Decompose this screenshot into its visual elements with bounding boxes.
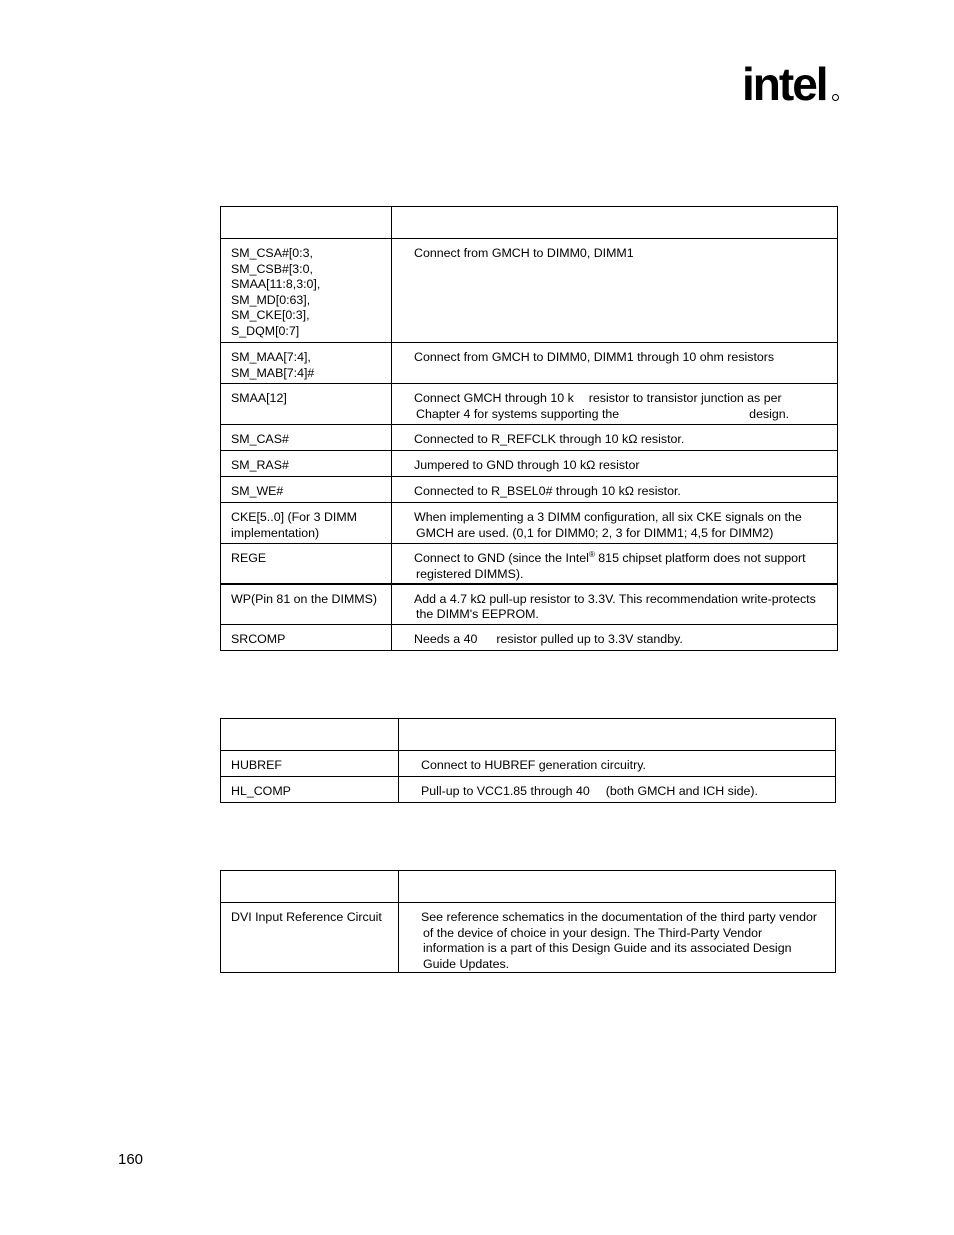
table-row (221, 425, 838, 451)
registered-mark: ® (588, 549, 595, 559)
header-cell (399, 871, 836, 903)
table-row (221, 503, 838, 544)
recommendation-text: resistor pulled up to 3.3V standby. (496, 632, 683, 646)
signal-name: S_DQM[0:7] (231, 323, 300, 338)
recommendation-text: resistor to transistor junction as per (588, 391, 782, 405)
memory-signal-table (220, 206, 838, 651)
signal-name: WP(Pin 81 on the DIMMS) (231, 591, 377, 606)
header-cell (221, 719, 399, 751)
recommendation-text: When implementing a 3 DIMM configuration, all six CKE signals on the (414, 510, 802, 524)
recommendation-text: 815 chipset platform does not support (594, 551, 806, 565)
registered-mark-icon (832, 94, 839, 101)
signal-name: SM_CAS# (231, 432, 289, 446)
table-row (221, 343, 838, 384)
table-row (221, 544, 838, 584)
signal-name: HL_COMP (231, 784, 291, 798)
recommendation-text: Jumpered to GND through 10 kΩ resistor (414, 458, 640, 472)
table-row (221, 384, 838, 425)
recommendation-text: Connect GMCH through 10 k (414, 391, 574, 405)
table-row (221, 477, 838, 503)
recommendation-text: Connect from GMCH to DIMM0, DIMM1 through 10 ohm resistors (414, 350, 775, 364)
recommendation-text: design. (749, 406, 790, 421)
recommendation-text: Needs a 40 (414, 632, 478, 646)
recommendation-text: GMCH are used. (0,1 for DIMM0; 2, 3 for DIMM1; 4,5 for DIMM2) (416, 525, 774, 540)
signal-name: SM_MD[0:63], (231, 292, 311, 307)
signal-name: SMAA[12] (231, 391, 287, 405)
page-number: 160 (118, 1151, 144, 1168)
table-row (221, 451, 838, 477)
dvi-reference-table (220, 870, 836, 973)
signal-name: SRCOMP (231, 632, 286, 646)
recommendation-text: Chapter 4 for systems supporting the (416, 406, 620, 421)
table-header-row (221, 719, 836, 751)
signal-name: implementation) (231, 525, 320, 540)
table-row (221, 777, 836, 803)
table-row (221, 751, 836, 777)
signal-name: SM_WE# (231, 484, 284, 498)
signal-name: SMAA[11:8,3:0], (231, 277, 321, 292)
recommendation-text: Pull-up to VCC1.85 through 40 (421, 784, 590, 798)
header-cell (221, 871, 399, 903)
signal-name: SM_MAB[7:4]# (231, 365, 315, 380)
recommendation-text: Add a 4.7 kΩ pull-up resistor to 3.3V. This recommendation write-protects (414, 591, 816, 606)
signal-name: SM_CSA#[0:3, (231, 246, 313, 260)
table-row (221, 903, 836, 973)
table-row (221, 584, 838, 625)
header-cell (221, 207, 392, 239)
signal-name: CKE[5..0] (For 3 DIMM (231, 510, 357, 524)
signal-name: SM_RAS# (231, 458, 289, 472)
recommendation-text: registered DIMMS). (416, 566, 524, 581)
signal-name: SM_CKE[0:3], (231, 308, 310, 323)
recommendation-text: Connect to HUBREF generation circuitry. (421, 758, 646, 772)
recommendation-text: Guide Updates. (423, 956, 510, 971)
signal-name: SM_CSB#[3:0, (231, 261, 313, 276)
table-header-row (221, 207, 838, 239)
header-cell (399, 719, 836, 751)
signal-name: SM_MAA[7:4], (231, 350, 311, 364)
recommendation-text: Connect to GND (since the Intel (414, 551, 589, 565)
recommendation-text: (both GMCH and ICH side). (605, 784, 758, 798)
recommendation-text: of the device of choice in your design. The Third-Party Vendor (423, 925, 763, 940)
signal-name: HUBREF (231, 758, 282, 772)
signal-name: DVI Input Reference Circuit (231, 910, 382, 924)
recommendation-text: See reference schematics in the documentation of the third party vendor (421, 910, 818, 924)
header-cell (392, 207, 838, 239)
recommendation-text: Connected to R_REFCLK through 10 kΩ resistor. (414, 432, 685, 446)
hub-interface-table (220, 718, 836, 803)
recommendation-text: the DIMM's EEPROM. (416, 607, 539, 622)
recommendation-text: Connect from GMCH to DIMM0, DIMM1 (414, 246, 634, 260)
table-row (221, 625, 838, 651)
recommendation-text: Connected to R_BSEL0# through 10 kΩ resistor. (414, 484, 681, 498)
intel-logo (742, 58, 842, 118)
recommendation-text: information is a part of this Design Guide and its associated Design (423, 941, 792, 956)
logo-text: intel (742, 58, 827, 110)
table-row (221, 239, 838, 343)
signal-name: REGE (231, 551, 267, 565)
table-header-row (221, 871, 836, 903)
